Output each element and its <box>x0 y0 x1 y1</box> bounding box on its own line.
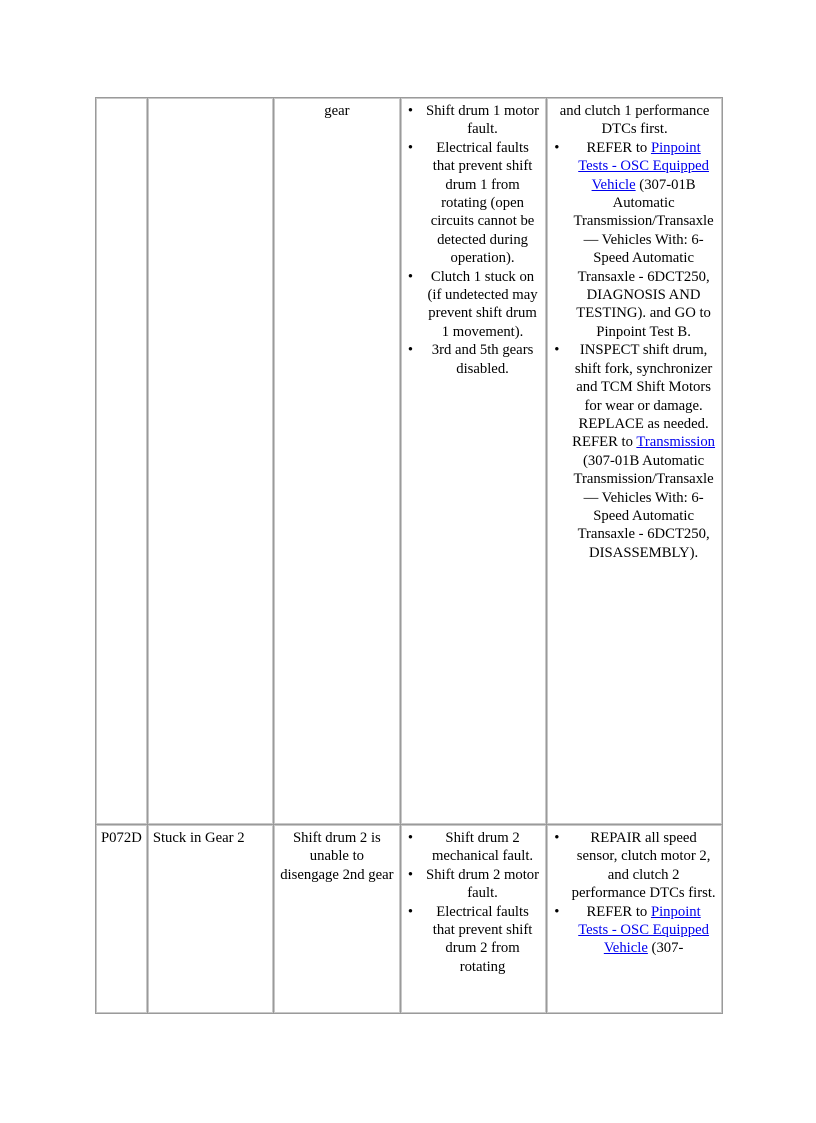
action-text: REFER to <box>586 139 651 156</box>
dtc-code-cell <box>96 98 147 824</box>
action-text: (307- <box>647 940 684 957</box>
description-cell: Shift drum 2 is unable to disengage 2nd gear <box>274 825 400 1013</box>
action-text: (307-01B Automatic Transmission/Transaxle — Vehicles With: 6-Speed Automatic Transaxle - 6DCT250, DIAGNOSIS AND TESTING). and GO to Pinpoint Test B. <box>573 176 714 340</box>
causes-list <box>406 102 541 378</box>
actions-list <box>552 829 717 958</box>
list-item <box>552 139 717 341</box>
list-item: • REPAIR all speed sensor, clutch motor 2, and clutch 2 performance DTCs first. <box>552 829 717 903</box>
list-item: • 3rd and 5th gears disabled. <box>406 341 541 378</box>
causes-cell <box>401 98 546 824</box>
condition-cell <box>148 98 273 824</box>
condition-cell: Stuck in Gear 2 <box>148 825 273 1013</box>
action-text: INSPECT shift drum, shift fork, synchronizer and TCM Shift Motors for wear or damage. REPLACE as needed. REFER to <box>572 342 713 451</box>
pinpoint-tests-link[interactable]: Pinpoint Tests - OSC Equipped Vehicle <box>578 903 709 957</box>
action-text: REFER to <box>586 903 651 920</box>
actions-list <box>552 139 717 562</box>
action-text: (307-01B Automatic Transmission/Transaxle — Vehicles With: 6-Speed Automatic Transaxle - 6DCT250, DISASSEMBLY). <box>573 452 714 561</box>
causes-list <box>406 829 541 976</box>
pinpoint-tests-link[interactable]: Pinpoint Tests - OSC Equipped Vehicle <box>578 139 709 193</box>
dtc-code-cell: P072D <box>96 825 147 1013</box>
list-item <box>552 903 717 958</box>
list-item: • Clutch 1 stuck on (if undetected may prevent shift drum 1 movement). <box>406 268 541 342</box>
list-item: • Shift drum 1 motor fault. <box>406 102 541 139</box>
table-row <box>96 825 722 1013</box>
list-item: • Shift drum 2 motor fault. <box>406 866 541 903</box>
description-cell: gear <box>274 98 400 824</box>
list-item: • Shift drum 2 mechanical fault. <box>406 829 541 866</box>
action-continuation-text: and clutch 1 performance DTCs first. <box>559 103 710 138</box>
transmission-link[interactable]: Transmission <box>636 434 716 451</box>
dtc-table <box>95 97 723 1014</box>
list-item: • Electrical faults that prevent shift drum 1 from rotating (open circuits cannot be detected during operation). <box>406 139 541 268</box>
action-cell <box>547 98 722 824</box>
causes-cell <box>401 825 546 1013</box>
list-item <box>552 341 717 562</box>
action-cell <box>547 825 722 1013</box>
table-row <box>96 98 722 824</box>
list-item: • Electrical faults that prevent shift drum 2 from rotating <box>406 903 541 977</box>
